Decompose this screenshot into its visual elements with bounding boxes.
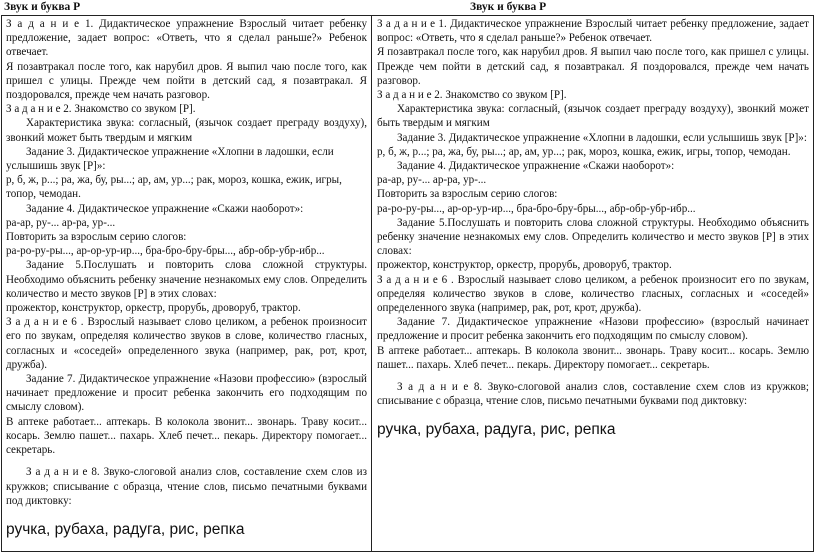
task-2-heading: З а д а н и е 2. Знакомство со звуком [Р]. — [377, 89, 567, 102]
task-8-text: З а д а н и е 8. Звуко-слоговой анализ слов, составление схем слов из кружков; списывание с образца, чтение слов, письмо печатными буквами под диктовку: — [6, 466, 367, 507]
task-6-text: З а д а н и е 6 . Взрослый называет слово целиком, а ребенок произносит его по звукам, определяя количество звуков в слове, количество гласных, согласных и «соседей» определенного звука (например, рак, рот, крот, дружба). — [377, 273, 809, 315]
task-1-heading: З а д а н и е 1. Дидактическое упражнение Взрослый читает ребенку предложение, задает вопрос: «Ответь, что я сделал раньше?» Ребенок отвечает. — [377, 18, 809, 45]
task-2-text: Характеристика звука: согласный, (язычок создает преграду воздуху), звонкий может быть твердым и мягким — [6, 117, 367, 144]
task-4-heading: Задание 4. Дидактическое упражнение «Скажи наоборот»: — [26, 202, 304, 215]
task-7-heading: Задание 7. Дидактическое упражнение «Назови профессию» (взрослый начинает предложение и просит ребенка закончить его подходящим по смыслу словом). — [6, 373, 367, 414]
right-header: Звук и буква Р — [470, 1, 547, 13]
task-3-heading: Задание 3. Дидактическое упражнение «Хлопни в ладошки, если услышишь звук [Р]»: — [397, 131, 807, 144]
task-2-text: Характеристика звука: согласный, (язычок создает преграду воздуху), звонкий может быть твердым и мягким — [377, 103, 809, 130]
task-1-heading: З а д а н и е 1. Дидактическое упражнение Взрослый читает ребенку предложение, задает вопрос: «Ответь, что я сделал раньше?» Ребенок отвечает. — [6, 18, 367, 59]
task-5-words: прожектор, конструктор, оркестр, прорубь, дроворуб, трактор. — [377, 259, 672, 272]
task-8-text: З а д а н и е 8. Звуко-слоговой анализ слов, составление схем слов из кружков; списывание с образца, чтение слов, письмо печатными буквами под диктовку: — [377, 381, 809, 408]
task-6-text: З а д а н и е 6 . Взрослый называет слово целиком, а ребенок произносит его по звукам, определяя количество звуков в слове, количество гласных, согласных и «соседей» определенного звука (например, рак, рот, крот, дружба). — [6, 316, 367, 371]
task-4-text: ра-ар, ру-... ар-ра, ур-... — [377, 174, 487, 187]
task-2-heading: З а д а н и е 2. Знакомство со звуком [Р]. — [6, 103, 196, 116]
task-8-words: ручка, рубаха, радуга, рис, репка — [6, 520, 245, 538]
task-4-repeat: Повторить за взрослым серию слогов: — [377, 188, 558, 201]
task-5-words: прожектор, конструктор, оркестр, прорубь, дроворуб, трактор. — [6, 302, 301, 315]
task-3-text: р, б, ж, р...; ра, жа, бу, ры...; ар, ам, ур...; рак, мороз, кошка, ежик, игры, топор, чемодан. — [6, 174, 342, 201]
left-header: Звук и буква Р — [4, 1, 81, 13]
task-7-text: В аптеке работает... аптекарь. В колокола звонит... звонарь. Траву косит... косарь. Землю пашет... пахарь. Хлеб печет... пекарь. Директору помогает... секретарь. — [6, 415, 367, 457]
task-8-words: ручка, рубаха, радуга, рис, репка — [377, 421, 616, 439]
task-7-heading: Задание 7. Дидактическое упражнение «Назови профессию» (взрослый начинает предложение и просит ребенка закончить его подходящим по смыслу словом). — [377, 316, 809, 343]
task-4-heading: Задание 4. Дидактическое упражнение «Скажи наоборот»: — [397, 160, 675, 173]
left-column — [2, 16, 372, 551]
task-3-text: р, б, ж, р...; ра, жа, бу, ры...; ар, ам, ур...; рак, мороз, кошка, ежик, игры, топор, чемодан. — [377, 145, 791, 158]
worksheet-table — [1, 15, 814, 552]
task-5-text: Задание 5.Послушать и повторить слова сложной структуры. Необходимо объяснить ребенку значение незнакомых ему слов. Определить количество и место звуков [Р] в этих словах: — [6, 259, 367, 300]
task-4-repeat: Повторить за взрослым серию слогов: — [6, 231, 187, 244]
task-4-syllables: ра-ро-ру-ры..., ар-ор-ур-ир..., бра-бро-бру-бры..., абр-обр-убр-ибр... — [6, 245, 325, 258]
task-1-text: Я позавтракал после того, как нарубил дров. Я выпил чаю после того, как пришел с улицы. Прежде чем пойти в детский сад, я позавтракал. Я поздоровался, прежде чем начать разговор. — [6, 60, 367, 102]
task-1-text: Я позавтракал после того, как нарубил дров. Я выпил чаю после того, как пришел с улицы. Прежде чем пойти в детский сад, я позавтракал. Я поздоровался, прежде чем начать разговор. — [377, 46, 809, 87]
task-3-heading: Задание 3. Дидактическое упражнение «Хлопни в ладошки, если услышишь звук [Р]»: — [6, 145, 334, 173]
task-4-text: ра-ар, ру-... ар-ра, ур-... — [6, 216, 116, 229]
task-4-syllables: ра-ро-ру-ры..., ар-ор-ур-ир..., бра-бро-бру-бры..., абр-обр-убр-ибр... — [377, 202, 696, 215]
task-5-text: Задание 5.Послушать и повторить слова сложной структуры. Необходимо объяснить ребенку значение незнакомых ему слов. Определить количество и место звуков [Р] в этих словах: — [377, 216, 809, 258]
right-column — [372, 16, 813, 551]
task-7-text: В аптеке работает... аптекарь. В колокола звонит... звонарь. Траву косит... косарь. Землю пашет... пахарь. Хлеб печет... пекарь. Директору помогает... секретарь. — [377, 344, 809, 371]
